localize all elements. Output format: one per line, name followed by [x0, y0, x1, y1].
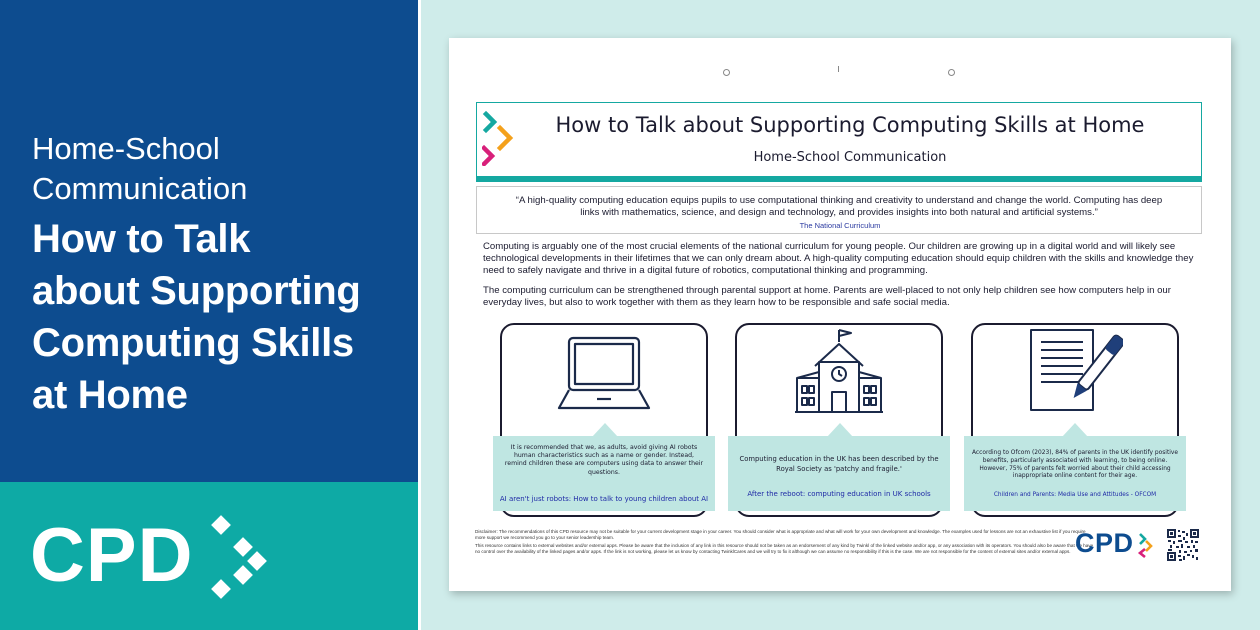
quote-text: “A high-quality computing education equips pupils to use computational thinking and creativity to understand and change the world. Computing has deep links with mathematics, science, and design and technology, and provides insights into both natural and artificial systems.”: [515, 195, 1163, 218]
card-text: Computing education in the UK has been described by the Royal Society as 'patchy and fragile.': [739, 455, 939, 473]
qr-code-icon: [1167, 529, 1199, 561]
card-pointer: [827, 423, 853, 437]
document-subtitle: Home-School Communication: [753, 150, 947, 165]
punch-hole: [723, 69, 730, 76]
card-pointer: [592, 423, 618, 437]
banner-subtitle-line: Communication: [32, 171, 248, 206]
card-link[interactable]: After the reboot: computing education in UK schools: [747, 490, 931, 498]
punch-hole: [948, 69, 955, 76]
fold-mark: [838, 66, 839, 72]
cpd-logo: CPD: [30, 513, 194, 598]
card-text: It is recommended that we, as adults, avoid giving AI robots human characteristics such as a name or gender. Instead, remind children these are computers using data to answer their questions.: [504, 444, 704, 476]
quote-source: The National Curriculum: [799, 221, 881, 230]
banner-title-line: about Supporting: [32, 269, 361, 313]
banner-title-line: at Home: [32, 373, 188, 417]
banner-title-line: Computing Skills: [32, 321, 354, 365]
card-link[interactable]: AI aren't just robots: How to talk to young children about AI: [499, 495, 709, 503]
document-pen-icon: [1027, 328, 1123, 420]
disclaimer-text: This resource contains links to external websites and/or external apps. Please be aware that the inclusion of any link in this resource should not be taken as an endorsement of any kind by Twinkl of the linked website and/or app, or any association with its operators. You should also be aware that we have no control over the availability of the linked pages and/or apps. If the link is not working, please let us know by contacting TwinklCares and we will try to fix it although we can assume no responsibility if this is the case. We are not responsible for the content of external sites and/or external apps.: [475, 543, 1094, 554]
banner-subtitle-line: Home-School: [32, 131, 220, 166]
body-paragraph: Computing is arguably one of the most crucial elements of the national curriculum for young people. Our children are growing up in a digital world and will likely see technological developments in their lifetimes that we can only dream about. A high-quality computing education should equip children with the skills and knowledge they need to safely navigate and thrive in a digital future of robotics, computational thinking and programming.: [483, 241, 1194, 277]
divider: [418, 0, 421, 630]
body-paragraph: The computing curriculum can be strengthened through parental support at home. Parents are well-placed to not only help children see how computers help in our everyday lives, but also to work together with them as they learn how to be responsible and safe social media.: [483, 285, 1171, 309]
card-link[interactable]: Children and Parents: Media Use and Attitudes - OFCOM: [993, 492, 1157, 498]
document-title: How to Talk about Supporting Computing Skills at Home: [555, 113, 1145, 137]
laptop-icon: [557, 328, 651, 418]
banner-title-line: How to Talk: [32, 217, 251, 261]
card-text: According to Ofcom (2023), 84% of parents in the UK identify positive benefits, particularly associated with learning, to being online. However, 75% of parents felt worried about their child accessing inappropriate online content for their age.: [971, 450, 1179, 480]
disclaimer-text: Disclaimer: The recommendations of this CPD resource may not be suitable for your current development stage in your career. You should consider what is appropriate and what will work for your own development and knowledge. The examples used for lessons are not an exhaustive list if you require more support we recommend you go to your senior leadership team.: [475, 529, 1086, 540]
chevron-arrows-icon: [206, 514, 270, 600]
document-preview: [449, 38, 1231, 591]
footer-cpd-logo: CPD: [1075, 528, 1134, 558]
footer-arrows-icon: [1137, 532, 1155, 560]
school-building-icon: [793, 328, 885, 418]
card-pointer: [1062, 423, 1088, 437]
